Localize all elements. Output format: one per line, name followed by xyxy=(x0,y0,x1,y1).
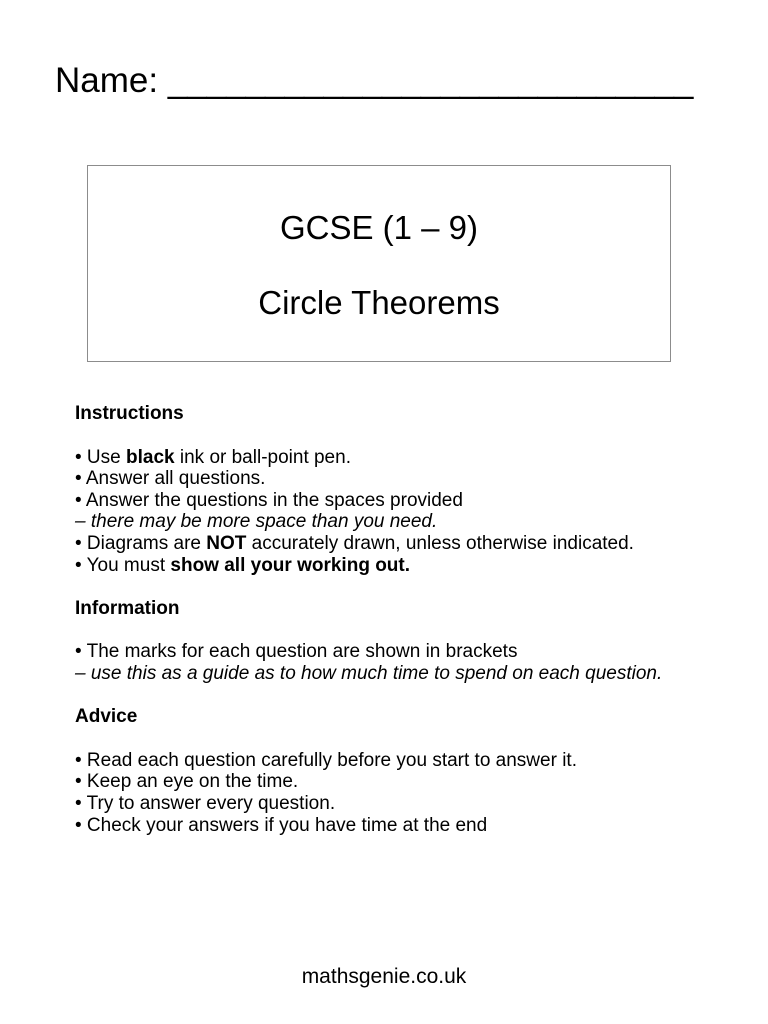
instruction-item-answer-all: • Answer all questions. xyxy=(75,468,266,490)
name-blank-line[interactable]: ___________________________ xyxy=(167,61,694,100)
spacer xyxy=(75,620,755,642)
advice-item: • Check your answers if you have time at the end xyxy=(75,814,488,836)
exam-guidance xyxy=(75,403,755,836)
exam-level-title: GCSE (1 – 9) xyxy=(279,209,479,246)
advice-item: • Try to answer every question. xyxy=(75,792,336,814)
instruction-text: • You must xyxy=(75,554,171,576)
instruction-item-working xyxy=(75,555,755,577)
instruction-item-spaces-note: – there may be more space than you need. xyxy=(75,511,438,533)
instruction-item-diagrams xyxy=(75,533,755,555)
footer-site: mathsgenie.co.uk xyxy=(301,965,467,988)
information-heading: Information xyxy=(75,597,180,619)
instruction-text: • Diagrams are xyxy=(75,532,207,554)
paper-topic-title: Circle Theorems xyxy=(258,284,500,321)
advice-heading: Advice xyxy=(75,706,138,728)
instructions-heading: Instructions xyxy=(75,403,184,424)
instruction-text: • Use xyxy=(75,446,126,468)
instruction-emphasis: black xyxy=(126,446,175,468)
instruction-text: accurately drawn, unless otherwise indicated. xyxy=(246,532,634,554)
title-box xyxy=(87,165,671,362)
advice-item: • Keep an eye on the time. xyxy=(75,771,299,793)
information-item-marks-note: – use this as a guide as to how much time to spend on each question. xyxy=(75,662,663,684)
instruction-item-spaces: • Answer the questions in the spaces provided xyxy=(75,489,463,511)
spacer xyxy=(75,685,755,707)
information-item-marks: • The marks for each question are shown in brackets xyxy=(75,641,518,663)
name-label: Name: xyxy=(55,61,159,100)
spacer xyxy=(75,576,755,598)
instruction-text: ink or ball-point pen. xyxy=(174,446,351,468)
spacer xyxy=(75,425,755,447)
name-field[interactable] xyxy=(55,60,693,102)
instruction-emphasis: NOT xyxy=(206,532,247,554)
instruction-emphasis: show all your working out. xyxy=(170,554,411,576)
spacer xyxy=(75,728,755,750)
instruction-item-ink xyxy=(75,447,755,469)
advice-item: • Read each question carefully before you start to answer it. xyxy=(75,749,577,771)
